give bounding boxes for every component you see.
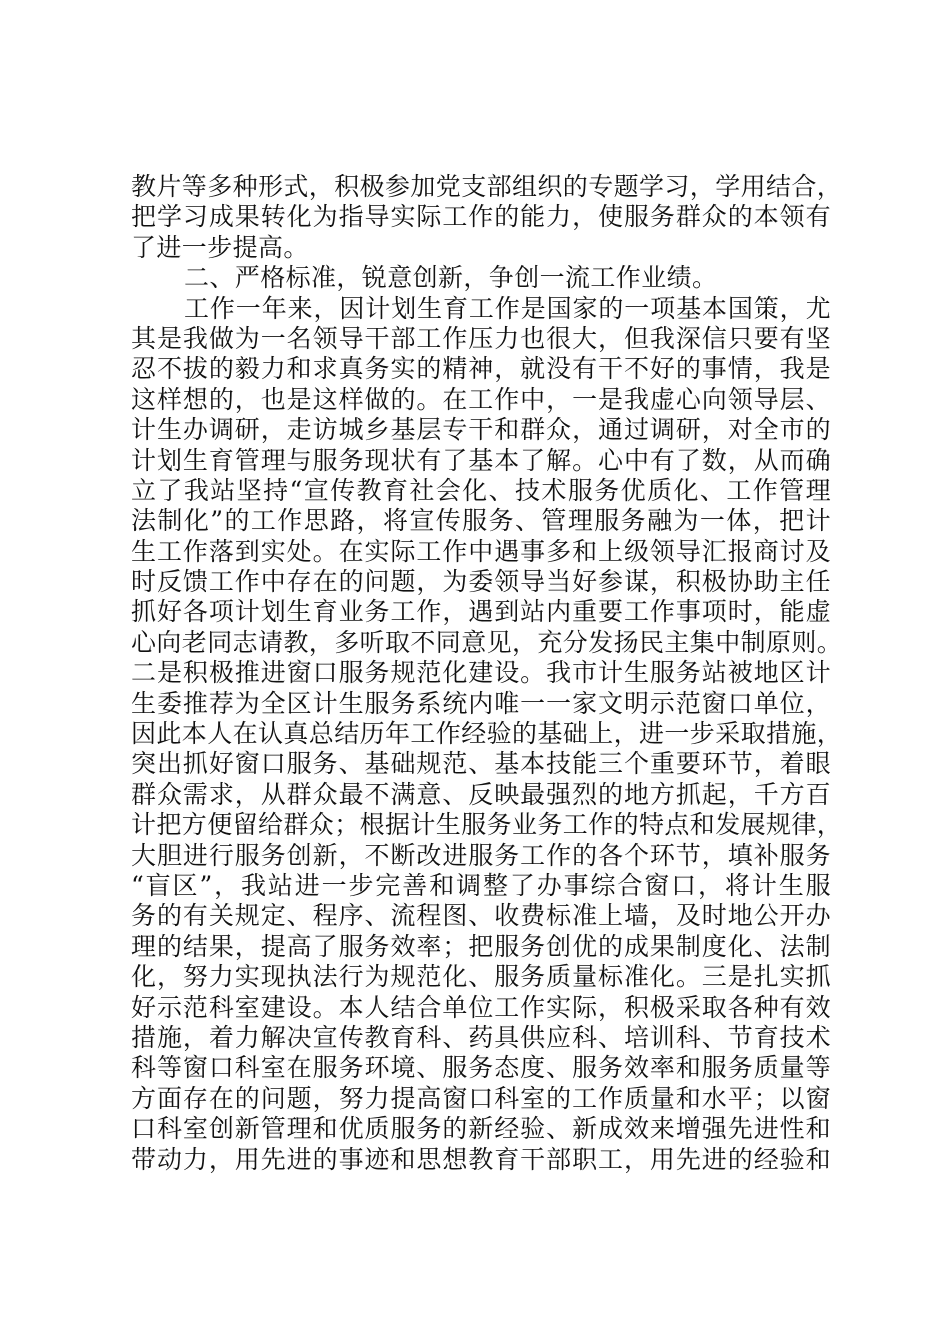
text-line: 口科室创新管理和优质服务的新经验、新成效来增强先进性和 [131,1114,831,1144]
text-line: 工作一年来，因计划生育工作是国家的一项基本国策，尤 [184,293,831,323]
section-heading: 二、严格标准，锐意创新，争创一流工作业绩。 [184,263,718,293]
text-line: 计划生育管理与服务现状有了基本了解。心中有了数，从而确 [131,445,831,475]
text-line: 计生办调研，走访城乡基层专干和群众，通过调研，对全市的 [131,415,831,445]
text-line: 理的结果，提高了服务效率；把服务创优的成果制度化、法制 [131,931,831,961]
text-line: 立了我站坚持“宣传教育社会化、技术服务优质化、工作管理 [131,475,831,505]
text-line: 措施，着力解决宣传教育科、药具供应科、培训科、节育技术 [131,1022,831,1052]
text-line: 法制化”的工作思路，将宣传服务、管理服务融为一体，把计 [131,506,831,536]
text-line: 把学习成果转化为指导实际工作的能力，使服务群众的本领有 [131,202,831,232]
text-line: 大胆进行服务创新，不断改进服务工作的各个环节，填补服务 [131,840,831,870]
text-line: 抓好各项计划生育业务工作，遇到站内重要工作事项时，能虚 [131,597,831,627]
text-line: 因此本人在认真总结历年工作经验的基础上，进一步采取措施， [131,719,843,749]
text-line: 其是我做为一名领导干部工作压力也很大，但我深信只要有坚 [131,323,831,353]
text-line: 群众需求，从群众最不满意、反映最强烈的地方抓起，千方百 [131,779,831,809]
text-line: 务的有关规定、程序、流程图、收费标准上墙，及时地公开办 [131,901,831,931]
text-line: 时反馈工作中存在的问题，为委领导当好参谋，积极协助主任 [131,567,831,597]
text-line: 带动力，用先进的事迹和思想教育干部职工，用先进的经验和 [131,1144,831,1174]
text-line: 生工作落到实处。在实际工作中遇事多和上级领导汇报商讨及 [131,536,831,566]
text-line: 科等窗口科室在服务环境、服务态度、服务效率和服务质量等 [131,1053,831,1083]
text-line: 教片等多种形式，积极参加党支部组织的专题学习，学用结合， [131,172,843,201]
text-line: 计把方便留给群众；根据计生服务业务工作的特点和发展规律， [131,810,843,840]
text-line: 心向老同志请教，多听取不同意见，充分发扬民主集中制原则。 [131,627,843,657]
text-line: 二是积极推进窗口服务规范化建设。我市计生服务站被地区计 [131,658,831,688]
text-line: 方面存在的问题，努力提高窗口科室的工作质量和水平；以窗 [131,1083,831,1113]
text-line: 突出抓好窗口服务、基础规范、基本技能三个重要环节，着眼 [131,749,831,779]
text-line: 了进一步提高。 [131,232,309,262]
text-line: 生委推荐为全区计生服务系统内唯一一家文明示范窗口单位， [131,688,831,718]
text-line: 这样想的，也是这样做的。在工作中，一是我虚心向领导层、 [131,384,831,414]
text-line: 化，努力实现执法行为规范化、服务质量标准化。三是扎实抓 [131,962,831,992]
text-line: “盲区”，我站进一步完善和调整了办事综合窗口，将计生服 [131,870,831,900]
document-body [131,172,843,1175]
text-line: 忍不拔的毅力和求真务实的精神，就没有干不好的事情，我是 [131,354,831,384]
text-line: 好示范科室建设。本人结合单位工作实际，积极采取各种有效 [131,992,831,1022]
